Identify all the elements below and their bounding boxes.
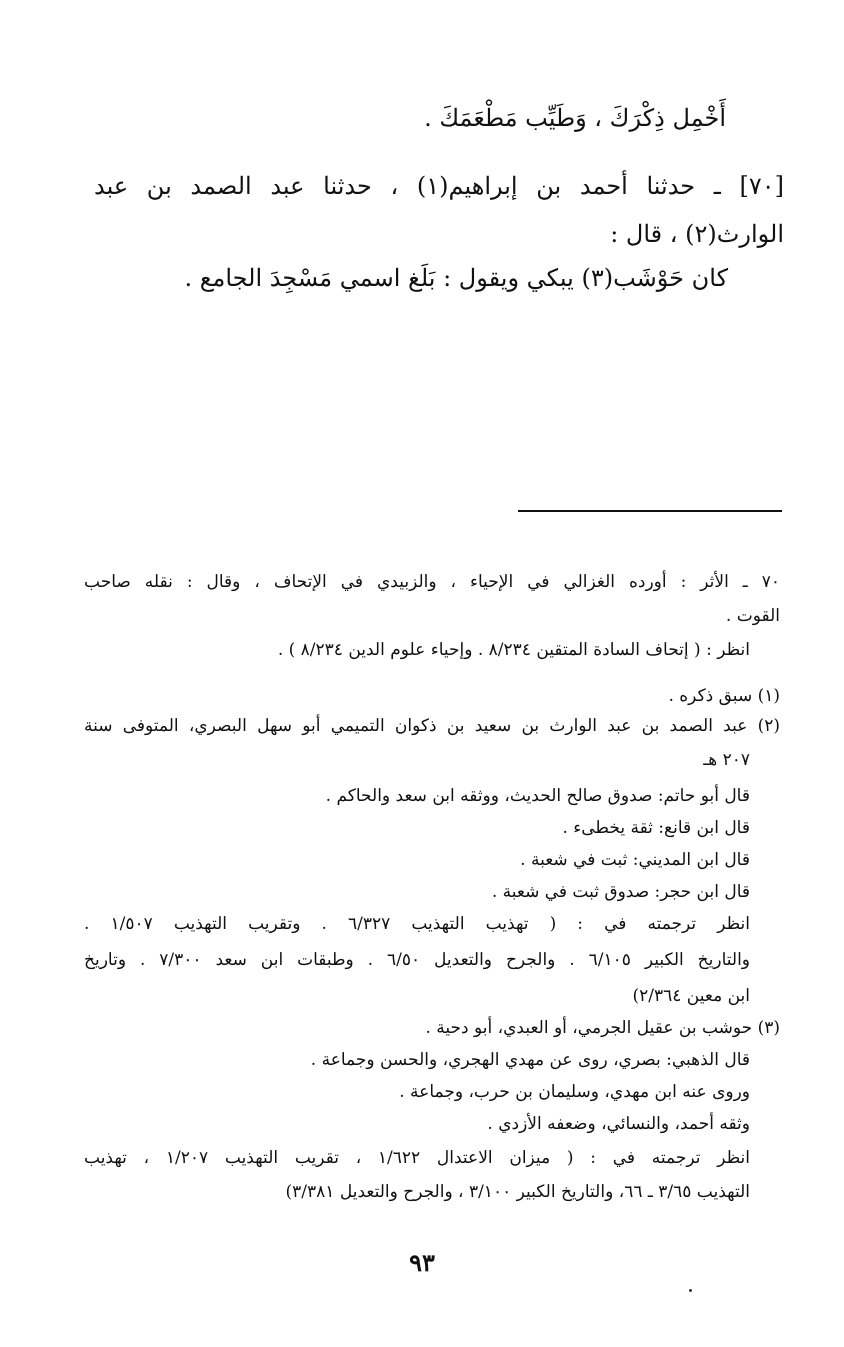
footnote-separator bbox=[518, 510, 782, 512]
footnote-2-line-1: (٢) عبد الصمد بن عبد الوارث بن سعيد بن ذكوان التميمي أبو سهل البصري، المتوفى سنة bbox=[84, 716, 780, 736]
athar-line-1: ٧٠ ـ الأثر : أورده الغزالي في الإحياء ، والزبيدي في الإتحاف ، وقال : نقله صاحب bbox=[84, 572, 780, 592]
footnote-3-line-4: وثقه أحمد، والنسائي، وضعفه الأزدي . bbox=[487, 1114, 750, 1134]
footnote-3-line-3: وروى عنه ابن مهدي، وسليمان بن حرب، وجماعة . bbox=[399, 1082, 750, 1102]
footnote-2-line-3: قال أبو حاتم: صدوق صالح الحديث، ووثقه ابن سعد والحاكم . bbox=[325, 786, 750, 806]
main-line-1: أَخْمِل ذِكْرَكَ ، وَطَيِّب مَطْعَمَكَ . bbox=[424, 104, 726, 132]
speck-mark bbox=[689, 1289, 692, 1292]
footnote-3-line-2: قال الذهبي: بصري، روى عن مهدي الهجري، والحسن وجماعة . bbox=[310, 1050, 750, 1070]
footnote-1: (١) سبق ذكره . bbox=[668, 686, 780, 706]
footnote-3-line-6: التهذيب ٣/٦٥ ـ ٦٦، والتاريخ الكبير ٣/١٠٠ ، والجرح والتعديل ٣/٣٨١) bbox=[285, 1182, 750, 1202]
footnote-2-line-2: ٢٠٧ هـ bbox=[703, 750, 750, 770]
footnote-2-line-5: قال ابن المديني: ثبت في شعبة . bbox=[520, 850, 750, 870]
athar-line-2: القوت . bbox=[725, 606, 780, 626]
main-line-3: الوارث(٢) ، قال : bbox=[610, 220, 784, 248]
page-number: ٩٣ bbox=[409, 1248, 435, 1277]
footnote-3-line-5: انظر ترجمته في : ( ميزان الاعتدال ١/٦٢٢ ، تقريب التهذيب ١/٢٠٧ ، تهذيب bbox=[84, 1148, 750, 1168]
footnote-3-line-1: (٣) حوشب بن عقيل الجرمي، أو العبدي، أبو دحية . bbox=[425, 1018, 780, 1038]
footnote-2-line-6: قال ابن حجر: صدوق ثبت في شعبة . bbox=[491, 882, 750, 902]
footnote-2-line-7: انظر ترجمته في : ( تهذيب التهذيب ٦/٣٢٧ . وتقريب التهذيب ١/٥٠٧ . bbox=[84, 914, 750, 934]
footnote-2-line-8: والتاريخ الكبير ٦/١٠٥ . والجرح والتعديل ٦/٥٠ . وطبقات ابن سعد ٧/٣٠٠ . وتاريخ bbox=[84, 950, 751, 970]
main-line-2: [٧٠] ـ حدثنا أحمد بن إبراهيم(١) ، حدثنا عبد الصمد بن عبد bbox=[94, 172, 784, 200]
main-line-4: كان حَوْشَب(٣) يبكي ويقول : بَلَغ اسمي مَسْجِدَ الجامع . bbox=[184, 264, 728, 292]
footnote-2-line-9: ابن معين ٢/٣٦٤) bbox=[632, 986, 750, 1006]
athar-line-3: انظر : ( إتحاف السادة المتقين ٨/٢٣٤ . وإحياء علوم الدين ٨/٢٣٤ ) . bbox=[277, 640, 750, 660]
footnote-2-line-4: قال ابن قانع: ثقة يخطىء . bbox=[562, 818, 750, 838]
